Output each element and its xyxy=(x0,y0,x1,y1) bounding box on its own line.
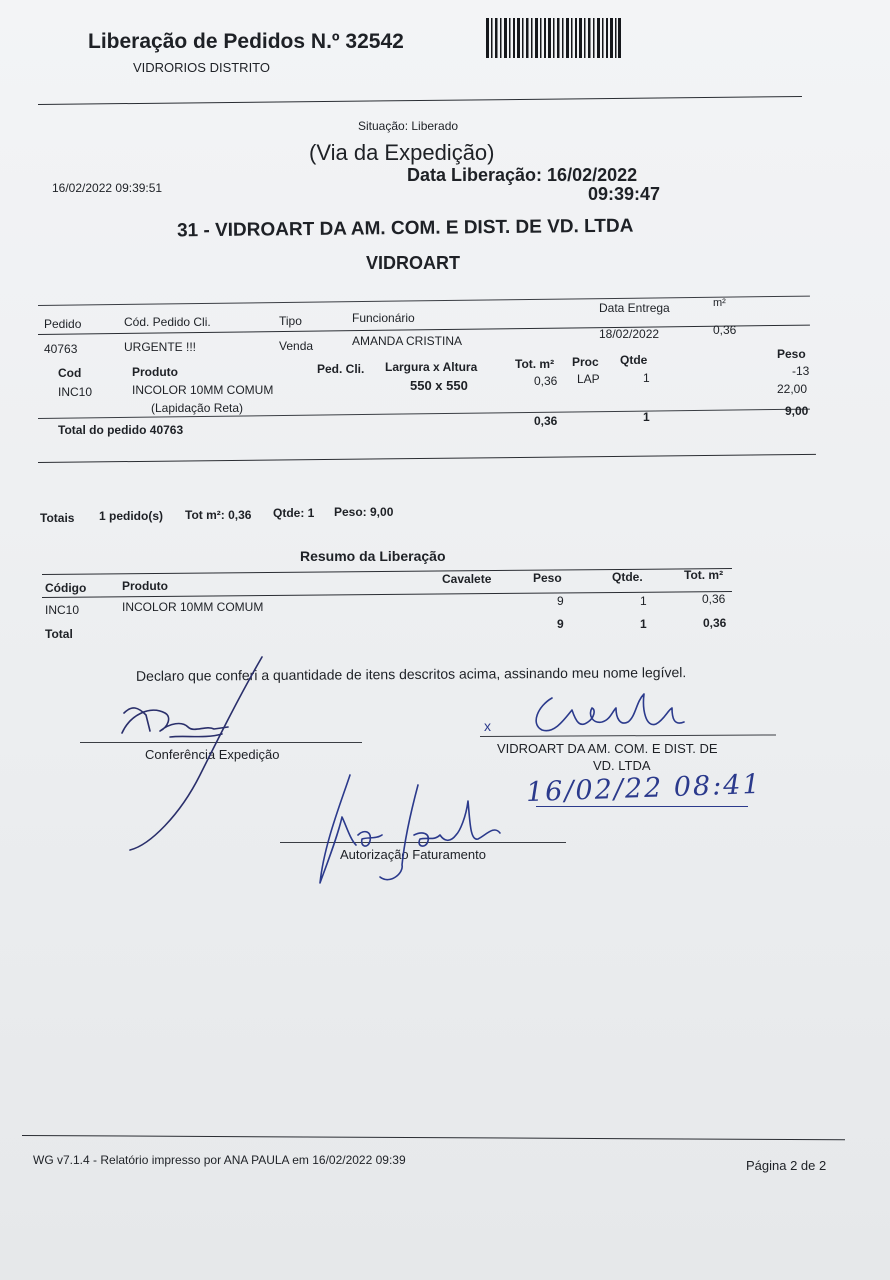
data-liberacao: Data Liberação: 16/02/2022 xyxy=(407,165,638,185)
order-cod-pedido-cli: URGENTE !!! xyxy=(124,340,197,354)
resumo-col-produto: Produto xyxy=(122,579,168,593)
resumo-total-label: Total xyxy=(45,627,73,641)
client-signature-label-1: VIDROART DA AM. COM. E DIST. DE xyxy=(497,741,718,756)
header-divider xyxy=(38,96,802,105)
conferencia-signature-icon xyxy=(110,655,270,855)
totais-tot-m2: Tot m²: 0,36 xyxy=(185,508,252,522)
col-tipo: Tipo xyxy=(279,314,302,328)
footer-page-number: Página 2 de 2 xyxy=(746,1158,827,1173)
declaration-text: Declaro que conferi a quantidade de itens descritos acima, assinando meu nome legível. xyxy=(135,664,687,684)
item-produto: INCOLOR 10MM COMUM xyxy=(132,383,274,397)
client-name: 31 - VIDROART DA AM. COM. E DIST. DE VD. LTDA xyxy=(176,215,634,242)
item-proc: LAP xyxy=(577,372,600,386)
item-qtde: 1 xyxy=(643,371,650,385)
order-total-tot-m2: 0,36 xyxy=(534,414,558,428)
order-total-peso: 9,00 xyxy=(785,404,809,418)
handwritten-date: 16/02/22 08:41 xyxy=(525,768,763,809)
resumo-col-tot-m2: Tot. m² xyxy=(684,568,724,582)
order-pedido: 40763 xyxy=(44,342,78,356)
item-col-qtde: Qtde xyxy=(620,353,648,367)
autorizacao-label: Autorização Faturamento xyxy=(340,847,486,862)
item-peso-b: 22,00 xyxy=(777,382,808,396)
item-dims: 550 x 550 xyxy=(410,378,468,393)
resumo-col-cavalete: Cavalete xyxy=(442,572,492,586)
item-cod: INC10 xyxy=(58,385,93,399)
company-name: VIDRORIOS DISTRITO xyxy=(133,60,270,75)
client-short-name: VIDROART xyxy=(366,253,460,273)
order-m2: 0,36 xyxy=(713,323,737,337)
resumo-col-qtde: Qtde. xyxy=(612,570,643,584)
totais-peso: Peso: 9,00 xyxy=(334,505,394,519)
order-tipo: Venda xyxy=(279,339,314,353)
col-funcionario: Funcionário xyxy=(352,311,415,325)
order-table-top-line xyxy=(38,296,810,306)
order-total-label: Total do pedido 40763 xyxy=(58,423,184,437)
resumo-col-codigo: Código xyxy=(45,581,87,595)
barcode-icon xyxy=(486,18,622,58)
resumo-row-tot-m2: 0,36 xyxy=(702,592,726,606)
footer-report-info: WG v7.1.4 - Relatório impresso por ANA PAULA em 16/02/2022 09:39 xyxy=(33,1153,406,1167)
item-col-tot-m2: Tot. m² xyxy=(515,357,555,371)
totais-label: Totais xyxy=(40,511,75,525)
col-pedido: Pedido xyxy=(44,317,82,331)
col-m2: m² xyxy=(713,297,726,309)
document-title: Liberação de Pedidos N.º 32542 xyxy=(88,30,404,53)
resumo-total-qtde: 1 xyxy=(640,617,647,631)
via-label: (Via da Expedição) xyxy=(309,140,495,165)
order-total-qtde: 1 xyxy=(643,410,650,424)
resumo-row-peso: 9 xyxy=(557,594,564,608)
resumo-total-tot-m2: 0,36 xyxy=(703,616,727,630)
resumo-total-peso: 9 xyxy=(557,617,564,631)
item-tot-m2: 0,36 xyxy=(534,374,558,388)
data-liberacao-time: 09:39:47 xyxy=(588,184,661,204)
col-cod-pedido-cli: Cód. Pedido Cli. xyxy=(124,315,211,329)
order-table-bottom-line xyxy=(38,454,816,463)
handwritten-date-underline xyxy=(536,806,748,807)
item-peso-a: -13 xyxy=(792,364,810,378)
footer-divider xyxy=(22,1135,845,1140)
item-col-ped-cli: Ped. Cli. xyxy=(317,362,365,376)
item-col-produto: Produto xyxy=(132,365,178,379)
print-datetime: 16/02/2022 09:39:51 xyxy=(52,181,163,195)
autorizacao-signature-icon xyxy=(310,765,520,890)
client-signature-icon xyxy=(520,688,690,748)
order-data-entrega: 18/02/2022 xyxy=(599,327,660,341)
totais-qtde: Qtde: 1 xyxy=(273,506,315,520)
client-signature-label-2: VD. LTDA xyxy=(593,758,651,773)
resumo-row-produto: INCOLOR 10MM COMUM xyxy=(122,600,264,614)
resumo-row-codigo: INC10 xyxy=(45,603,80,617)
order-funcionario: AMANDA CRISTINA xyxy=(352,334,463,348)
resumo-col-peso: Peso xyxy=(533,571,562,585)
item-col-proc: Proc xyxy=(572,355,599,369)
conferencia-label: Conferência Expedição xyxy=(145,747,280,762)
resumo-title: Resumo da Liberação xyxy=(300,548,446,564)
item-produto-sub: (Lapidação Reta) xyxy=(151,401,244,415)
totais-pedidos: 1 pedido(s) xyxy=(99,509,164,523)
x-mark: x xyxy=(484,718,491,734)
resumo-row-qtde: 1 xyxy=(640,594,647,608)
item-col-largura-altura: Largura x Altura xyxy=(385,360,478,374)
col-data-entrega: Data Entrega xyxy=(599,301,670,315)
situacao-text: Situação: Liberado xyxy=(358,119,459,133)
item-col-cod: Cod xyxy=(58,366,82,380)
item-col-peso: Peso xyxy=(777,347,806,361)
